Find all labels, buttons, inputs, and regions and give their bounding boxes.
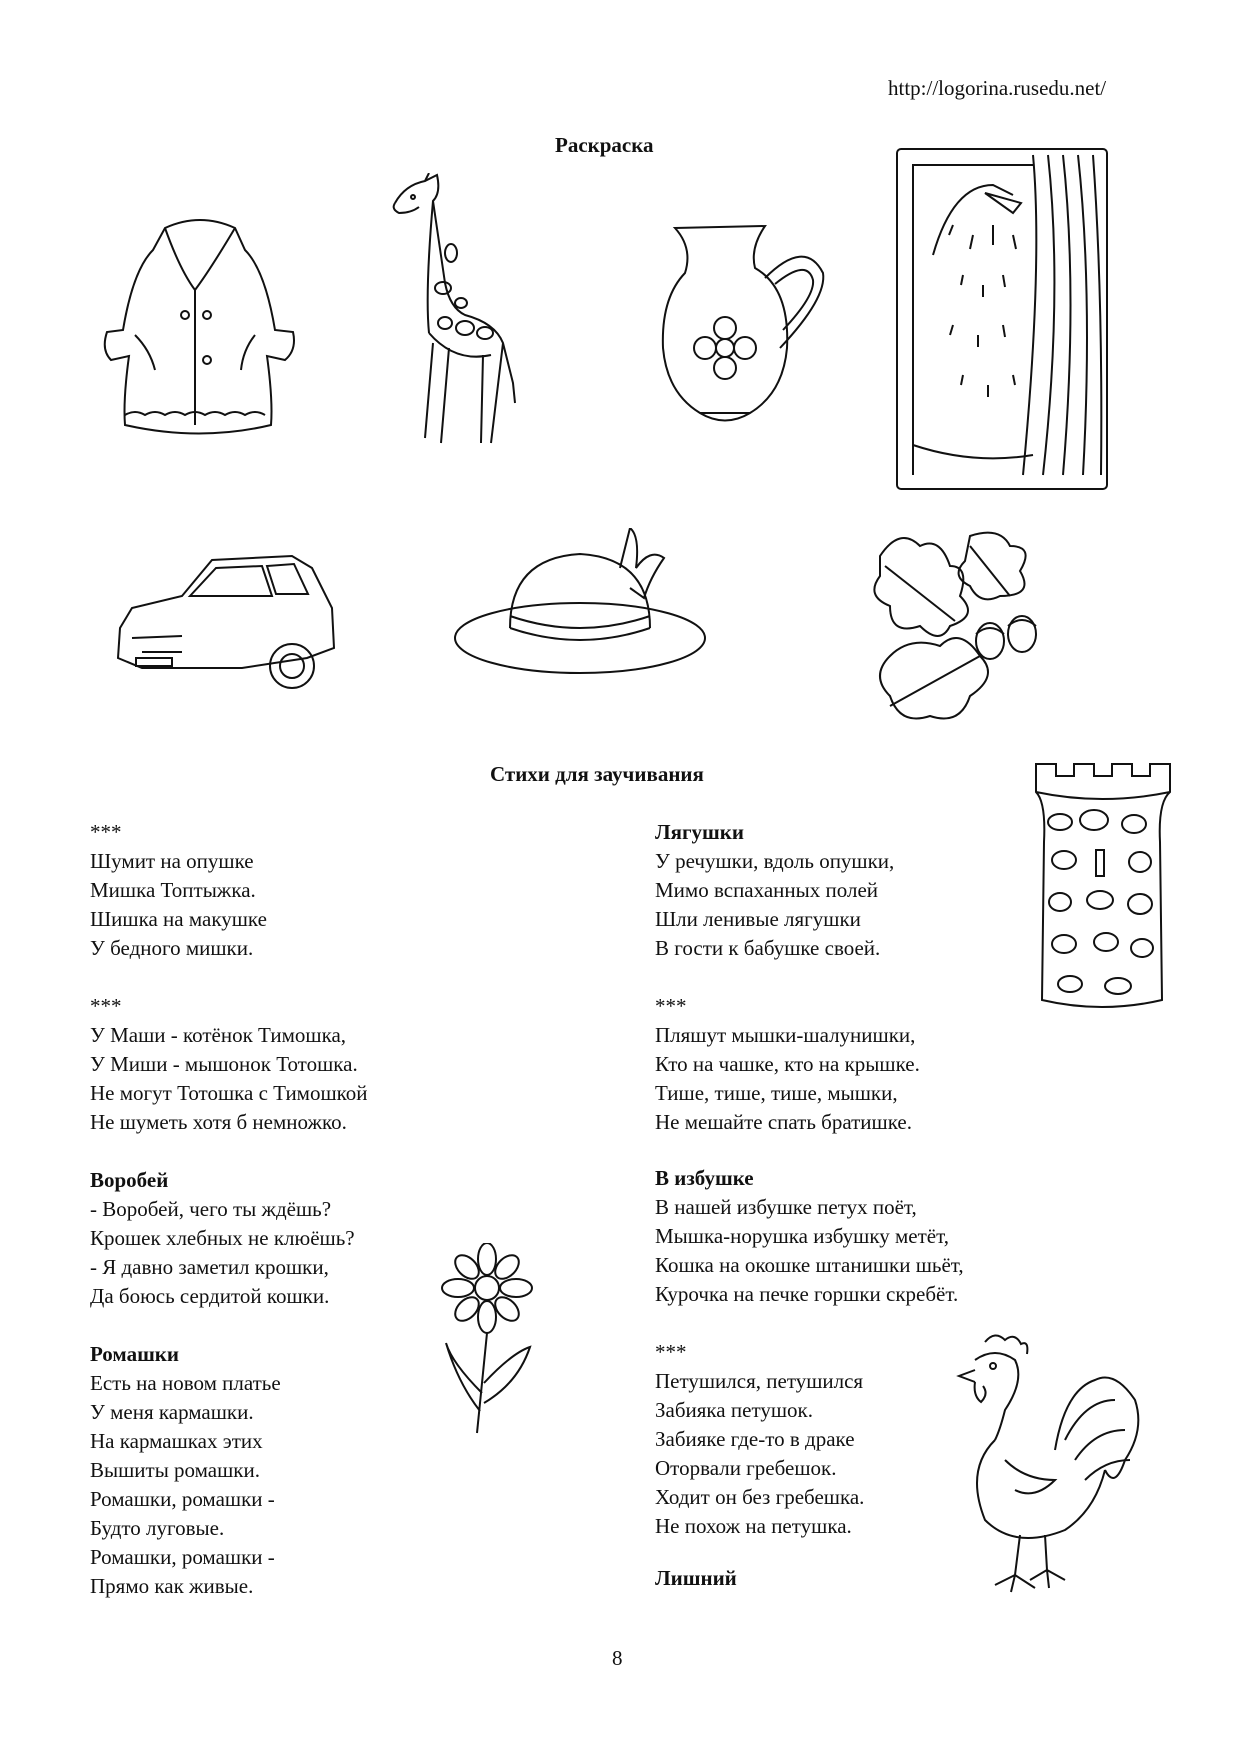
poem-line: Шли ленивые лягушки xyxy=(655,907,861,931)
poem-line: Не шуметь хотя б немножко. xyxy=(90,1110,347,1134)
poem-line: На кармашках этих xyxy=(90,1429,263,1453)
poem-line: Мышка-норушка избушку метёт, xyxy=(655,1224,949,1248)
poem-line: Шишка на макушке xyxy=(90,907,267,931)
oak-leaves-acorns-picture xyxy=(860,526,1070,741)
poem-line: Мишка Топтыжка. xyxy=(90,878,256,902)
poem-heading: Ромашки xyxy=(90,1342,179,1366)
poem-heading: *** xyxy=(655,994,687,1018)
poem-line: Не могут Тотошка с Тимошкой xyxy=(90,1081,368,1105)
poem-line: В нашей избушке петух поёт, xyxy=(655,1195,917,1219)
poems-section-title: Стихи для заучивания xyxy=(490,762,704,786)
poem-left-1 xyxy=(90,818,267,963)
giraffe-picture xyxy=(385,173,565,458)
poem-extra xyxy=(655,1564,737,1593)
poem-line: Будто луговые. xyxy=(90,1516,225,1540)
poem-heading: В избушке xyxy=(655,1166,754,1190)
poem-heading: Лишний xyxy=(655,1566,737,1590)
poem-line: Забияка петушок. xyxy=(655,1398,813,1422)
poem-line: Кто на чашке, кто на крышке. xyxy=(655,1052,920,1076)
poem-daisies xyxy=(90,1340,281,1601)
shower-cabin-picture xyxy=(893,145,1118,495)
poem-line: Ромашки, ромашки - xyxy=(90,1487,275,1511)
jug-picture xyxy=(655,218,835,433)
car-picture xyxy=(112,548,337,708)
poem-line: Прямо как живые. xyxy=(90,1574,254,1598)
poem-line: Шумит на опушке xyxy=(90,849,254,873)
poem-in-the-hut xyxy=(655,1164,964,1309)
poem-left-2 xyxy=(90,992,368,1137)
poem-line: - Я давно заметил крошки, xyxy=(90,1255,329,1279)
tower-picture xyxy=(1030,762,1175,1012)
poem-line: Тише, тише, тише, мышки, xyxy=(655,1081,898,1105)
flower-picture xyxy=(432,1243,542,1438)
source-url: http://logorina.rusedu.net/ xyxy=(888,76,1107,100)
coloring-title: Раскраска xyxy=(555,133,654,157)
poem-line: Кошка на окошке штанишки шьёт, xyxy=(655,1253,964,1277)
poem-line: Оторвали гребешок. xyxy=(655,1456,837,1480)
poem-heading: *** xyxy=(90,994,122,1018)
poem-line: Не мешайте спать братишке. xyxy=(655,1110,912,1134)
poem-heading: Воробей xyxy=(90,1168,169,1192)
poem-line: У меня кармашки. xyxy=(90,1400,254,1424)
poem-line: Крошек хлебных не клюёшь? xyxy=(90,1226,355,1250)
poem-line: У Маши - котёнок Тимошка, xyxy=(90,1023,347,1047)
poem-frogs xyxy=(655,818,894,963)
poem-line: Есть на новом платье xyxy=(90,1371,281,1395)
poem-line: Ромашки, ромашки - xyxy=(90,1545,275,1569)
poem-line: Петушился, петушился xyxy=(655,1369,864,1393)
poem-line: - Воробей, чего ты ждёшь? xyxy=(90,1197,332,1221)
poem-line: В гости к бабушке своей. xyxy=(655,936,881,960)
poem-line: У Миши - мышонок Тотошка. xyxy=(90,1052,358,1076)
poem-heading: *** xyxy=(90,820,122,844)
poem-line: Мимо вспаханных полей xyxy=(655,878,879,902)
poem-line: Забияке где-то в драке xyxy=(655,1427,855,1451)
poem-line: Да боюсь сердитой кошки. xyxy=(90,1284,330,1308)
rooster-picture xyxy=(945,1330,1150,1600)
page-number: 8 xyxy=(612,1646,623,1670)
poem-heading: Лягушки xyxy=(655,820,744,844)
poem-heading: *** xyxy=(655,1340,687,1364)
poem-line: У речушки, вдоль опушки, xyxy=(655,849,895,873)
poem-rooster xyxy=(655,1338,864,1541)
poem-line: Не похож на петушка. xyxy=(655,1514,852,1538)
poem-sparrow xyxy=(90,1166,355,1311)
poem-line: Вышиты ромашки. xyxy=(90,1458,260,1482)
poem-right-2 xyxy=(655,992,920,1137)
poem-line: У бедного мишки. xyxy=(90,936,254,960)
fur-coat-picture xyxy=(95,210,305,442)
poem-line: Курочка на печке горшки скребёт. xyxy=(655,1282,959,1306)
hat-picture xyxy=(450,528,710,678)
poem-line: Ходит он без гребешка. xyxy=(655,1485,865,1509)
poem-line: Пляшут мышки-шалунишки, xyxy=(655,1023,916,1047)
